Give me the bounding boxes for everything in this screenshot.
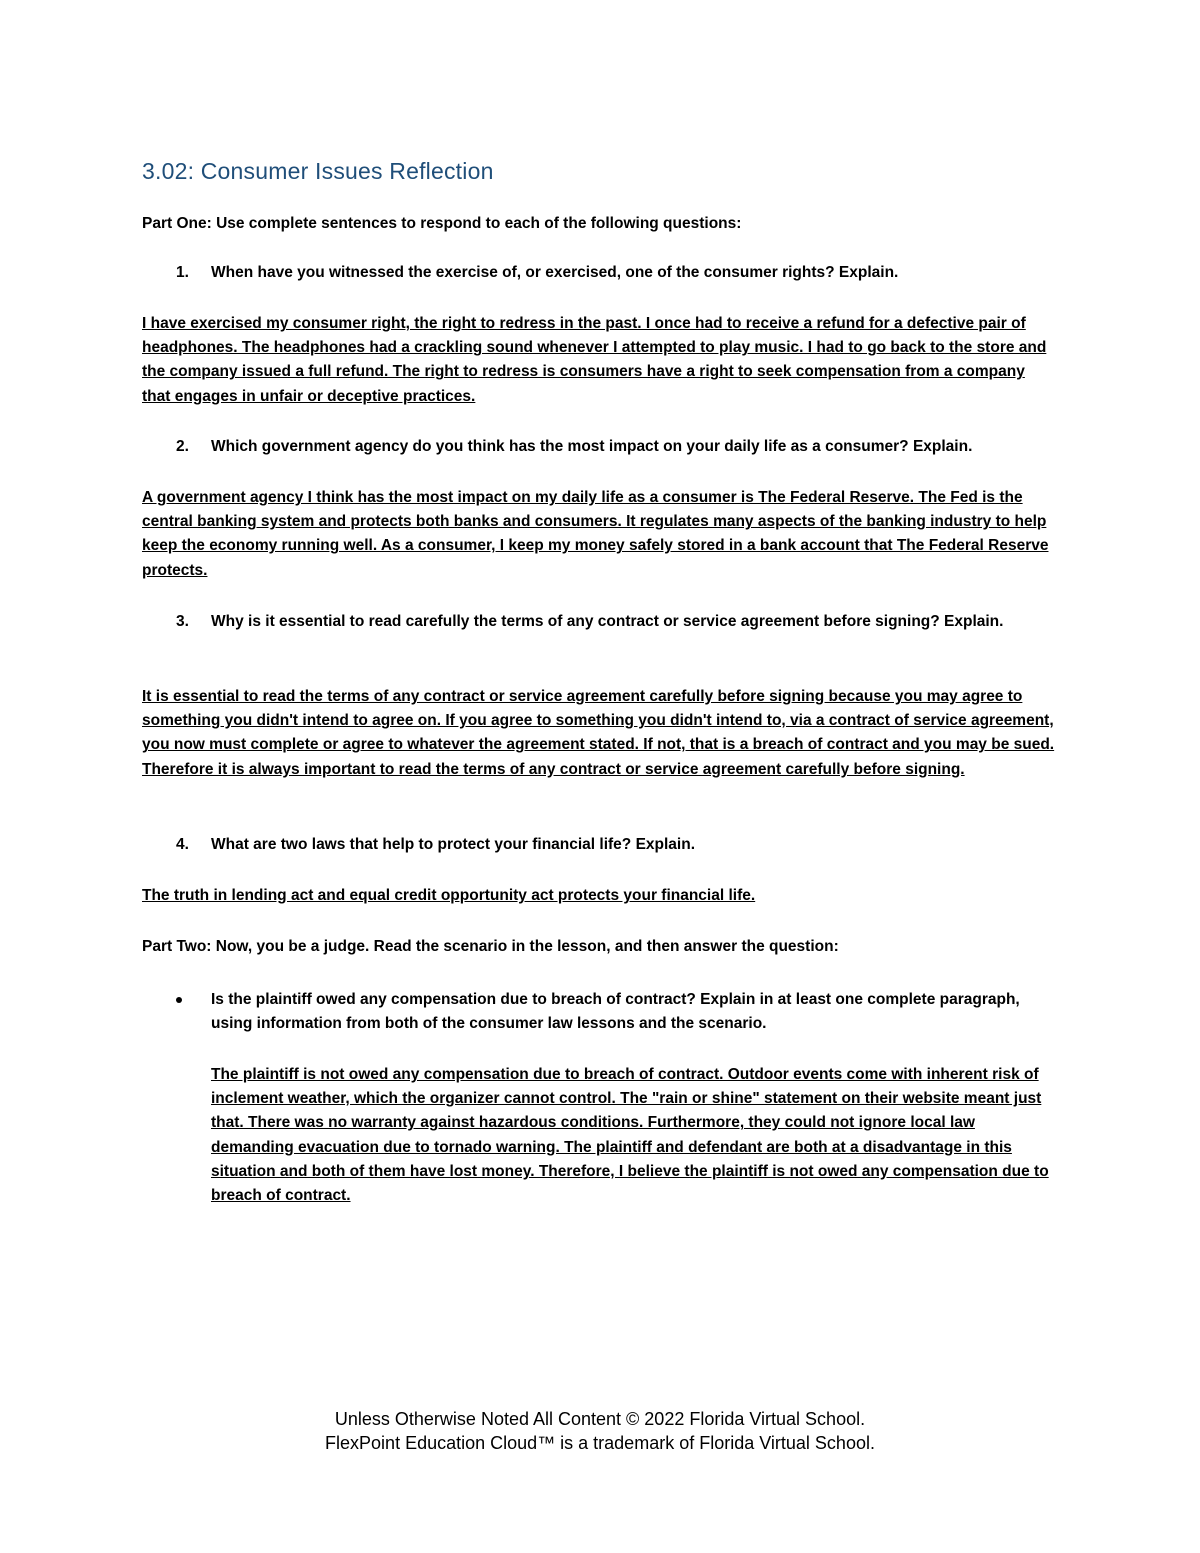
question-text: When have you witnessed the exercise of, or exercised, one of the consumer rights? Explain. xyxy=(211,264,899,281)
page-footer xyxy=(0,1407,1200,1455)
document-title: 3.02: Consumer Issues Reflection xyxy=(142,158,494,184)
bullet-icon xyxy=(176,997,182,1003)
footer-copyright: Unless Otherwise Noted All Content © 2022 Florida Virtual School. xyxy=(334,1409,866,1429)
part-two-question xyxy=(176,988,1026,1036)
question-1 xyxy=(176,261,1036,285)
footer-trademark: FlexPoint Education Cloud™ is a trademark of Florida Virtual School. xyxy=(325,1433,875,1453)
answer-3: It is essential to read the terms of any contract or service agreement carefully before signing because you may agree to something you didn't intend to agree on. If you agree to something you didn't intend to, via a contract of service agreement, you now must complete or agree to whatever the agreement stated. If not, that is a breach of contract and you may be sued. Therefore it is always important to read the terms of any contract or service agreement carefully before signing. xyxy=(142,688,1055,778)
part-two-answer: The plaintiff is not owed any compensation due to breach of contract. Outdoor events come with inherent risk of inclement weather, which the organizer cannot control. The "rain or shine" statement on their website meant just that. There was no warranty against hazardous conditions. Furthermore, they could not ignore local law demanding evacuation due to tornado warning. The plaintiff and defendant are both at a disadvantage in this situation and both of them have lost money. Therefore, I believe the plaintiff is not owed any compensation due to breach of contract. xyxy=(211,1066,1049,1205)
answer-4: The truth in lending act and equal credit opportunity act protects your financial life. xyxy=(142,887,756,904)
part-one-heading: Part One: Use complete sentences to respond to each of the following questions: xyxy=(142,215,742,232)
question-number: 2. xyxy=(176,438,189,455)
answer-1: I have exercised my consumer right, the right to redress in the past. I once had to receive a refund for a defective pair of headphones. The headphones had a crackling sound whenever I attempted to play music. I had to go back to the store and the company issued a full refund. The right to redress is consumers have a right to seek compensation from a company that engages in unfair or deceptive practices. xyxy=(142,315,1047,405)
question-2 xyxy=(176,435,1036,459)
answer-2: A government agency I think has the most impact on my daily life as a consumer is The Federal Reserve. The Fed is the central banking system and protects both banks and consumers. It regulates many aspects of the banking industry to help keep the economy running well. As a consumer, I keep my money safely stored in a bank account that The Federal Reserve protects. xyxy=(142,489,1049,579)
question-4 xyxy=(176,833,1036,857)
question-text: Is the plaintiff owed any compensation due to breach of contract? Explain in at least one complete paragraph, using information from both of the consumer law lessons and the scenario. xyxy=(211,991,1020,1032)
question-number: 4. xyxy=(176,836,189,853)
question-text: Which government agency do you think has the most impact on your daily life as a consumer? Explain. xyxy=(211,438,973,455)
question-text: Why is it essential to read carefully the terms of any contract or service agreement before signing? Explain. xyxy=(211,613,1004,630)
question-number: 1. xyxy=(176,264,189,281)
question-number: 3. xyxy=(176,613,189,630)
question-text: What are two laws that help to protect your financial life? Explain. xyxy=(211,836,696,853)
question-3 xyxy=(176,610,1036,634)
part-two-heading: Part Two: Now, you be a judge. Read the scenario in the lesson, and then answer the question: xyxy=(142,938,839,955)
